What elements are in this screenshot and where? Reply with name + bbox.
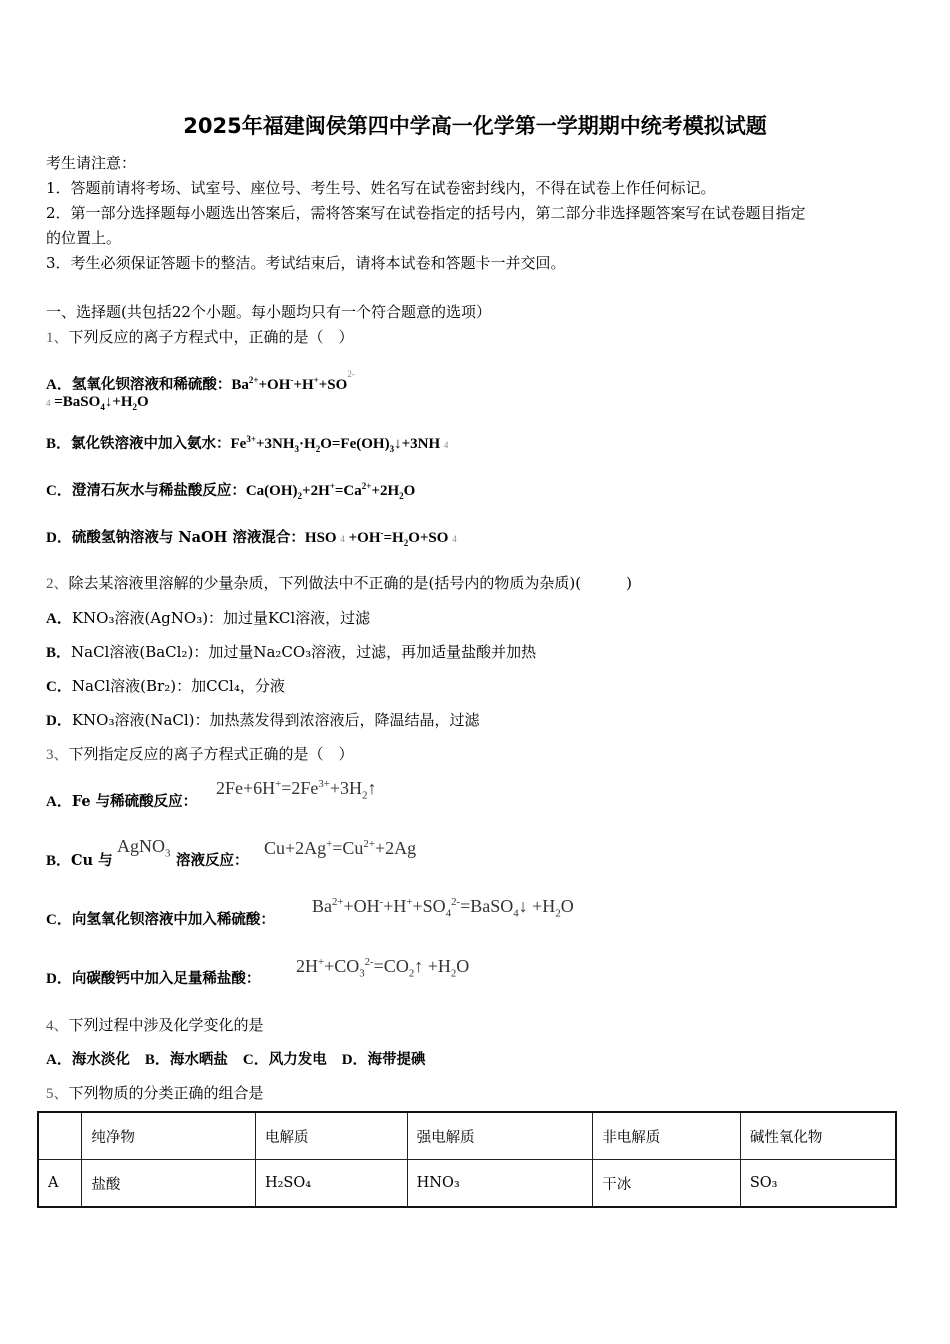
notice-heading: 考生请注意： xyxy=(46,154,137,172)
option-text: NaCl溶液(Br₂)：加CCl₄，分液 xyxy=(71,677,285,695)
question-2-stem xyxy=(46,572,632,593)
table-header-row xyxy=(38,1112,896,1160)
question-4-options xyxy=(46,1048,426,1069)
table-header-cell: 碱性氧化物 xyxy=(740,1112,896,1160)
question-1-option-a[interactable] xyxy=(46,369,355,412)
option-text: NaCl溶液(BaCl₂)：加过量Na₂CO₃溶液，过滤，再加适量盐酸并加热 xyxy=(71,643,537,661)
question-text: 下列反应的离子方程式中，正确的是（ ） xyxy=(68,328,354,346)
question-3-option-b-text: 溶液反应： xyxy=(176,852,249,869)
table-header-cell: 电解质 xyxy=(255,1112,407,1160)
option-label: C． xyxy=(46,679,72,695)
option-text: 澄清石灰水与稀盐酸反应： xyxy=(71,482,246,499)
question-4-option-d[interactable]: D．海带提碘 xyxy=(341,1051,426,1068)
question-2-option-d[interactable] xyxy=(46,709,480,730)
question-3-option-c-equation: $Ba^{2+}+OH^-+H^++SO_4^{2-}=BaSO_4↓ +H_2O$ xyxy=(312,896,574,920)
option-text: 向碳酸钙中加入足量稀盐酸： xyxy=(71,970,261,987)
option-label: C． xyxy=(46,912,72,928)
question-number: 1、 xyxy=(46,330,69,346)
question-3-option-a-equation: $2Fe+6H^+=2Fe^{3+}+3H_2↑$ xyxy=(216,778,377,802)
option-text: 氯化铁溶液中加入氨水： xyxy=(71,435,231,452)
question-3-option-d-equation: $2H^++CO_3^{2-}=CO_2↑ +H_2O$ xyxy=(296,956,470,980)
question-2-option-c[interactable] xyxy=(46,675,285,696)
option-label: A． xyxy=(46,377,72,393)
question-1-stem xyxy=(46,326,354,347)
table-cell: H₂SO₄ xyxy=(255,1160,407,1208)
option-text-pre: Cu 与 xyxy=(71,852,113,869)
option-text: KNO₃溶液(NaCl)：加热蒸发得到浓溶液后，降温结晶，过滤 xyxy=(71,711,480,729)
notice-item-1: 1．答题前请将考场、试室号、座位号、考生号、姓名写在试卷密封线内，不得在试卷上作任何标记。 xyxy=(46,179,716,197)
table-header-cell: 非电解质 xyxy=(593,1112,741,1160)
question-3-option-b-equation: $Cu+2Ag^+=Cu^{2+}+2Ag$ xyxy=(264,838,417,858)
question-text: 下列指定反应的离子方程式正确的是（ ） xyxy=(68,745,354,763)
classification-table xyxy=(37,1111,897,1208)
option-label: A． xyxy=(46,794,72,810)
option-equation: HSO $4 +OH^-=H_2O+SO$ 4 xyxy=(304,528,457,548)
table-cell: 干冰 xyxy=(593,1160,741,1208)
option-equation: $Ca(OH)_2+2H^+=Ca^{2+}+2H_2O$ xyxy=(245,481,416,501)
table-row[interactable] xyxy=(38,1160,896,1208)
question-4-option-a[interactable]: A．海水淡化 xyxy=(46,1051,130,1068)
option-equation: $Ba^{2+}+OH^-+H^++SO^{2-}$ $4 =BaSO_4↓+H_2O$ xyxy=(46,369,355,412)
question-3-option-d[interactable] xyxy=(46,967,260,988)
question-text: 除去某溶液里溶解的少量杂质，下列做法中不正确的是(括号内的物质为杂质)( ) xyxy=(68,574,632,592)
question-number: 5、 xyxy=(46,1086,69,1102)
notice-item-2: 2．第一部分选择题每小题选出答案后，需将答案写在试卷指定的括号内，第二部分非选择题答案写在试卷题目指定 xyxy=(46,204,806,222)
question-1-option-c[interactable] xyxy=(46,479,415,500)
option-text: KNO₃溶液(AgNO₃)：加过量KCl溶液，过滤 xyxy=(71,609,371,627)
option-label: A． xyxy=(46,611,72,627)
question-3-option-b[interactable] xyxy=(46,849,113,870)
question-4-stem xyxy=(46,1014,264,1035)
question-4-option-c[interactable]: C．风力发电 xyxy=(242,1051,327,1068)
option-label: D． xyxy=(46,713,72,729)
option-label: D． xyxy=(46,530,72,546)
option-text: 硫酸氢钠溶液与 NaOH 溶液混合： xyxy=(71,529,305,546)
question-2-option-a[interactable] xyxy=(46,607,370,628)
table-header-cell: 强电解质 xyxy=(407,1112,593,1160)
page-title: 2025年福建闽侯第四中学高一化学第一学期期中统考模拟试题 xyxy=(183,114,767,138)
table-cell: A xyxy=(38,1160,82,1208)
option-equation: $Fe^{3+}+3NH_3\cdot H_2O=Fe(OH)_3↓+3NH$ 4 xyxy=(230,434,449,454)
option-label: B． xyxy=(46,853,72,869)
question-text: 下列过程中涉及化学变化的是 xyxy=(68,1016,264,1034)
question-1-option-d[interactable] xyxy=(46,526,457,547)
table-header-cell xyxy=(38,1112,82,1160)
notice-item-2-cont: 的位置上。 xyxy=(46,229,122,247)
question-1-option-b[interactable] xyxy=(46,432,448,453)
question-3-option-a[interactable] xyxy=(46,790,197,811)
question-5-stem xyxy=(46,1082,264,1103)
question-number: 3、 xyxy=(46,747,69,763)
section-heading: 一、选择题(共包括22个小题。每小题均只有一个符合题意的选项） xyxy=(46,303,491,321)
option-label: C． xyxy=(46,483,72,499)
question-4-option-b[interactable]: B．海水晒盐 xyxy=(144,1051,228,1068)
option-label: B． xyxy=(46,436,72,452)
table-cell: HNO₃ xyxy=(407,1160,593,1208)
question-3-option-b-reagent: AgNO$_3$ xyxy=(117,836,171,860)
option-text: 氢氧化钡溶液和稀硫酸： xyxy=(71,376,232,393)
question-2-option-b[interactable] xyxy=(46,641,536,662)
question-3-option-c[interactable] xyxy=(46,908,275,929)
option-text: Fe 与稀硫酸反应： xyxy=(71,793,198,810)
table-header-cell: 纯净物 xyxy=(82,1112,256,1160)
option-label: B． xyxy=(46,645,72,661)
table-cell: SO₃ xyxy=(740,1160,896,1208)
question-3-stem xyxy=(46,743,354,764)
notice-item-3: 3．考生必须保证答题卡的整洁。考试结束后，请将本试卷和答题卡一并交回。 xyxy=(46,254,566,272)
question-number: 2、 xyxy=(46,576,69,592)
option-text: 向氢氧化钡溶液中加入稀硫酸： xyxy=(71,911,275,928)
table-cell: 盐酸 xyxy=(82,1160,256,1208)
question-number: 4、 xyxy=(46,1018,69,1034)
option-label: D． xyxy=(46,971,72,987)
question-text: 下列物质的分类正确的组合是 xyxy=(68,1084,264,1102)
